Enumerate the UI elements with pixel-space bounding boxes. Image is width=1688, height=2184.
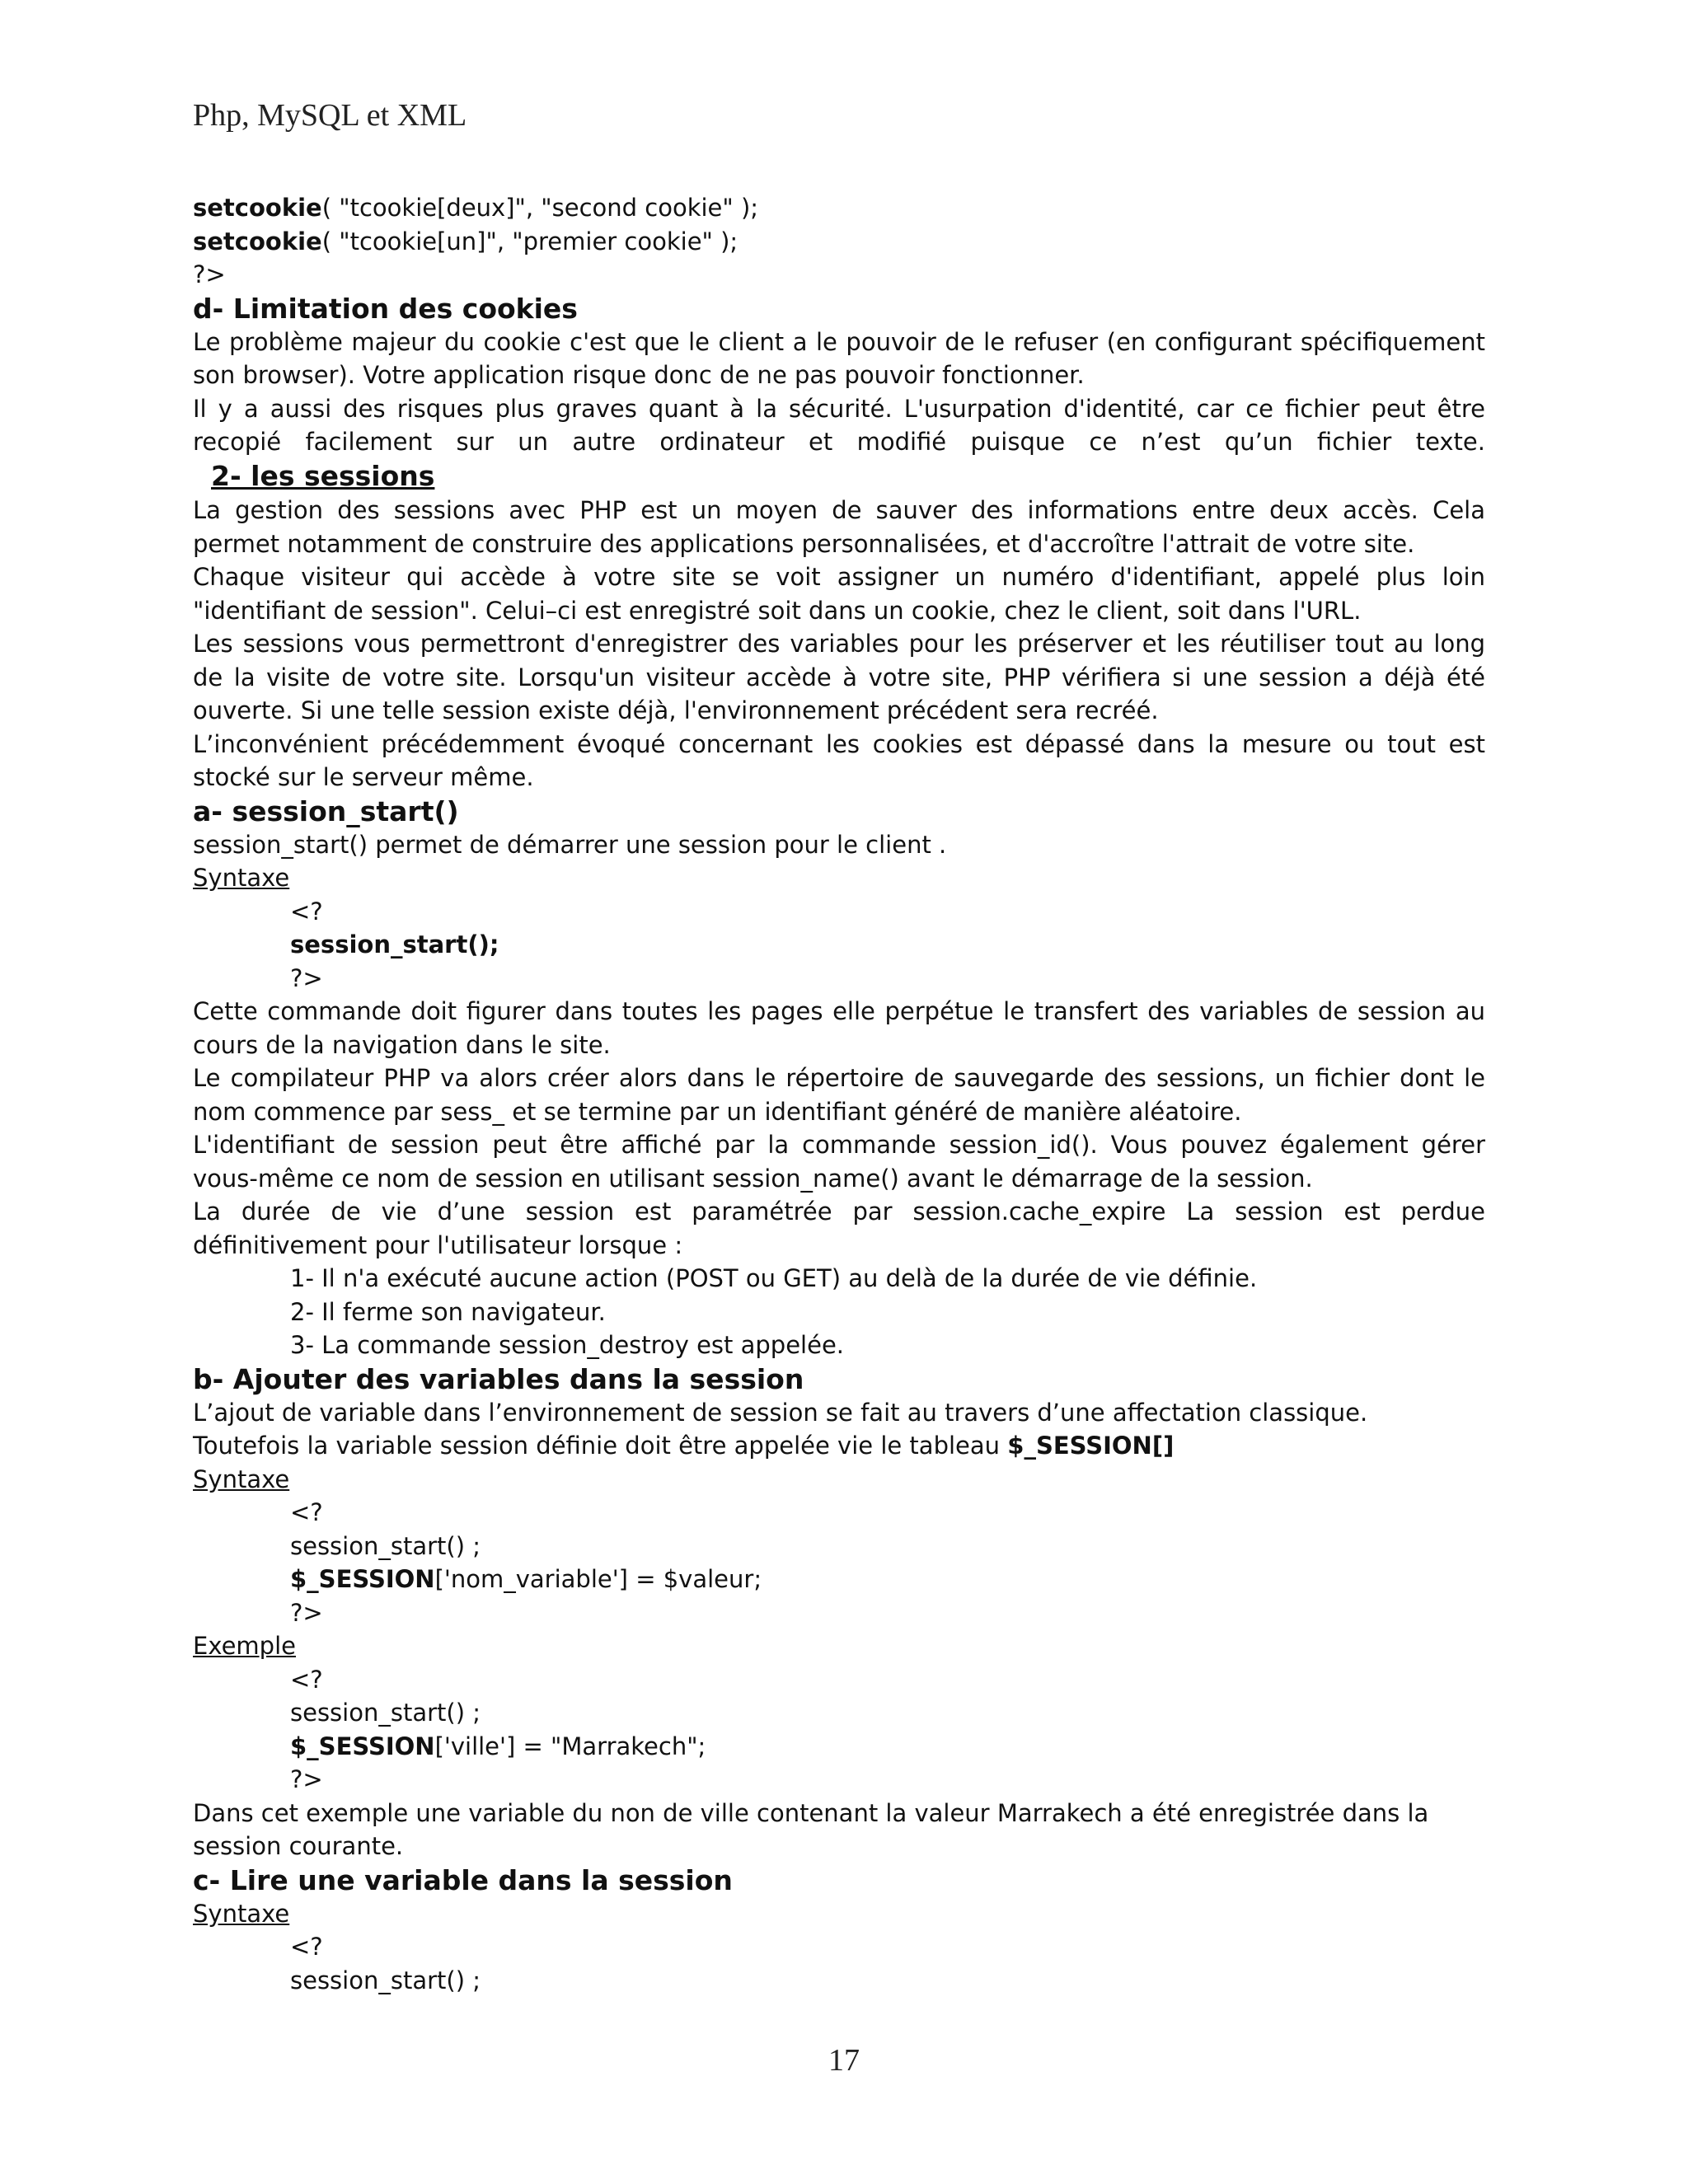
list-item: 3- La commande session_destroy est appelée. <box>290 1331 844 1359</box>
paragraph-line: son browser). Votre application risque donc de ne pas pouvoir fonctionner. <box>193 361 1085 389</box>
paragraph-line: Le compilateur PHP va alors créer alors dans le répertoire de sauvegarde des sessions, un fichier dont le <box>193 1064 1485 1092</box>
code-text: ( "tcookie[un]", "premier cookie" ); <box>321 227 738 255</box>
paragraph-line: session courante. <box>193 1832 404 1860</box>
code-line: ?> <box>193 260 226 288</box>
paragraph-line: L'identifiant de session peut être affiché par la commande session_id(). Vous pouvez également gérer <box>193 1131 1485 1159</box>
paragraph-line: Chaque visiteur qui accède à votre site se voit assigner un numéro d'identifiant, appelé plus loin <box>193 563 1485 591</box>
page-content <box>193 191 1485 1997</box>
paragraph-line: Les sessions vous permettront d'enregistrer des variables pour les préserver et les réutiliser tout au long <box>193 630 1485 658</box>
code-line: session_start() ; <box>290 1966 481 1994</box>
syntax-label: Syntaxe <box>193 1899 290 1928</box>
code-line: session_start(); <box>290 930 499 958</box>
code-text: ( "tcookie[deux]", "second cookie" ); <box>321 194 759 222</box>
paragraph-line: de la visite de votre site. Lorsqu'un visiteur accède à votre site, PHP vérifiera si une session a déjà été <box>193 663 1485 691</box>
section-heading: b- Ajouter des variables dans la session <box>193 1362 804 1395</box>
paragraph-line: cours de la navigation dans le site. <box>193 1030 611 1059</box>
paragraph-line: Dans cet exemple une variable du non de ville contenant la valeur Marrakech a été enregistrée dans la <box>193 1798 1429 1827</box>
code-line <box>193 1563 1485 1596</box>
code-keyword: $_SESSION <box>290 1732 435 1760</box>
section-heading: d- Limitation des cookies <box>193 292 578 325</box>
paragraph-line: La gestion des sessions avec PHP est un moyen de sauver des informations entre deux accès. Cela <box>193 496 1485 524</box>
code-keyword: setcookie <box>193 227 322 255</box>
syntax-label: Syntaxe <box>193 864 290 892</box>
paragraph-line: ouverte. Si une telle session existe déjà, l'environnement précédent sera recréé. <box>193 696 1159 724</box>
paragraph-line: vous-même ce nom de session en utilisant session_name() avant le démarrage de la session. <box>193 1164 1313 1193</box>
code-line: <? <box>290 1665 323 1694</box>
list-item: 1- Il n'a exécuté aucune action (POST ou GET) au delà de la durée de vie définie. <box>290 1264 1258 1292</box>
code-keyword: $_SESSION[] <box>1007 1432 1175 1460</box>
paragraph-line: Cette commande doit figurer dans toutes les pages elle perpétue le transfert des variables de session au <box>193 997 1485 1025</box>
subsection-heading: 2- les sessions <box>211 459 435 492</box>
code-line: <? <box>290 897 323 926</box>
paragraph-line: L’ajout de variable dans l’environnement de session se fait au travers d’une affectation classique. <box>193 1398 1368 1427</box>
list-item: 2- Il ferme son navigateur. <box>290 1297 606 1326</box>
paragraph-line: définitivement pour l'utilisateur lorsque : <box>193 1230 683 1259</box>
code-line: ?> <box>290 1765 323 1793</box>
paragraph-line: session_start() permet de démarrer une session pour le client . <box>193 830 947 859</box>
code-line: <? <box>290 1498 323 1526</box>
subsection-heading-row <box>193 459 1485 494</box>
paragraph-line: "identifiant de session". Celui–ci est enregistré soit dans un cookie, chez le client, soit dans l'URL. <box>193 596 1362 625</box>
page-number: 17 <box>828 2043 860 2078</box>
paragraph-line: Il y a aussi des risques plus graves quant à la sécurité. L'usurpation d'identité, car ce fichier peut être <box>193 394 1485 423</box>
paragraph-line: recopié facilement sur un autre ordinateur et modifié puisque ce n’est qu’un fichier texte. <box>193 428 1485 456</box>
example-label: Exemple <box>193 1632 296 1660</box>
paragraph-line: permet notamment de construire des applications personnalisées, et d'accroître l'attrait de votre site. <box>193 529 1415 558</box>
section-heading: c- Lire une variable dans la session <box>193 1863 733 1896</box>
running-header: Php, MySQL et XML <box>193 98 467 133</box>
code-text: ['nom_variable'] = $valeur; <box>434 1565 762 1593</box>
code-keyword: setcookie <box>193 194 322 222</box>
code-line: session_start() ; <box>290 1699 481 1727</box>
paragraph-line: La durée de vie d’une session est paramétrée par session.cache_expire La session est perdue <box>193 1197 1485 1226</box>
code-keyword: $_SESSION <box>290 1565 435 1593</box>
code-line <box>193 191 1485 225</box>
paragraph-line: nom commence par sess_ et se termine par un identifiant généré de manière aléatoire. <box>193 1097 1242 1126</box>
section-heading: a- session_start() <box>193 794 459 827</box>
paragraph-line: Le problème majeur du cookie c'est que le client a le pouvoir de le refuser (en configurant spécifiquement <box>193 327 1485 356</box>
code-line: ?> <box>290 963 323 992</box>
paragraph-line: stocké sur le serveur même. <box>193 763 534 791</box>
paragraph-line <box>193 1429 1485 1463</box>
code-line: session_start() ; <box>290 1531 481 1560</box>
code-line <box>193 225 1485 259</box>
paragraph-line: L’inconvénient précédemment évoqué concernant les cookies est dépassé dans la mesure ou tout est <box>193 729 1485 758</box>
code-text: ['ville'] = "Marrakech"; <box>434 1732 706 1760</box>
syntax-label: Syntaxe <box>193 1465 290 1493</box>
paragraph-text: Toutefois la variable session définie doit être appelée vie le tableau <box>193 1432 1008 1460</box>
code-line <box>193 1730 1485 1764</box>
code-line: <? <box>290 1933 323 1961</box>
code-line: ?> <box>290 1598 323 1627</box>
